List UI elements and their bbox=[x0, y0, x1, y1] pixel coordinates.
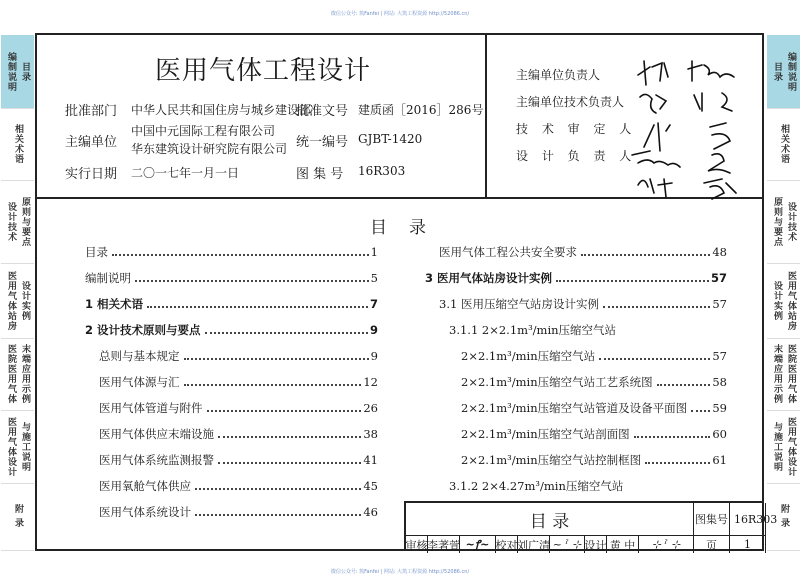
side-tab-label: 原则与要点 bbox=[772, 196, 782, 247]
responsible-4: 设 计 负 责 人 bbox=[516, 149, 637, 163]
side-tab-label: 末端应用示例 bbox=[20, 344, 30, 404]
leader-dots bbox=[603, 306, 710, 308]
leader-dots bbox=[147, 306, 368, 308]
editor-1: 中国中元国际工程有限公司 bbox=[131, 124, 276, 138]
toc-entry[interactable] bbox=[99, 504, 378, 520]
leader-dots bbox=[195, 514, 361, 516]
leader-dots bbox=[218, 462, 361, 464]
approve-dept-label: 批准部门 bbox=[65, 104, 118, 119]
editor-2: 华东建筑设计研究院有限公司 bbox=[131, 142, 288, 156]
reviewer: 李著萱 bbox=[428, 536, 460, 553]
side-tab-label: 医院医用气体 bbox=[786, 344, 796, 404]
toc-entry-page: 9 bbox=[369, 323, 378, 337]
design-label: 设计 bbox=[585, 536, 607, 553]
leader-dots bbox=[634, 436, 711, 438]
side-tab-label: 医用气体设计 bbox=[6, 416, 16, 477]
watermark-top: 微信公众号: 筑Fanfei | 网站: 大筑工程资源 http://52086.cn/ bbox=[330, 11, 470, 17]
leader-dots bbox=[195, 488, 361, 490]
unified-no: GJBT-1420 bbox=[358, 132, 423, 146]
toc-entry-label: 2×2.1m³/min压缩空气站 bbox=[461, 349, 596, 363]
toc-entry[interactable] bbox=[439, 244, 727, 260]
toc-entry-label: 1 相关术语 bbox=[85, 297, 144, 311]
side-tab-label: 原则与要点 bbox=[20, 196, 30, 247]
side-tab-label: 医用气体站房 bbox=[6, 270, 16, 331]
toc-entry-label: 3.1.1 2×2.1m³/min压缩空气站 bbox=[449, 323, 617, 337]
side-tab-right-3[interactable] bbox=[767, 263, 800, 339]
leader-dots bbox=[207, 410, 362, 412]
side-tab-label: 医院医用气体 bbox=[6, 344, 16, 404]
title-block-atlas-label: 图集号 bbox=[694, 503, 730, 536]
toc-entry-label: 编制说明 bbox=[85, 271, 131, 285]
toc-entry[interactable] bbox=[99, 452, 378, 468]
page-number: 1 bbox=[730, 536, 766, 553]
side-tab-label: 医用气体设计 bbox=[786, 416, 796, 477]
side-tab-left-5[interactable] bbox=[1, 410, 34, 484]
date: 二〇一七年一月一日 bbox=[131, 166, 240, 180]
responsible-2: 主编单位技术负责人 bbox=[516, 95, 625, 109]
side-tab-right-4[interactable] bbox=[767, 338, 800, 411]
toc-entry[interactable] bbox=[461, 374, 727, 390]
toc-entry-page: 7 bbox=[369, 297, 378, 311]
toc-entry[interactable] bbox=[99, 348, 378, 364]
toc-entry-label: 3 医用气体站房设计实例 bbox=[425, 271, 553, 285]
toc-entry-page: 45 bbox=[363, 479, 378, 493]
leader-dots bbox=[205, 332, 368, 334]
toc-entry[interactable] bbox=[449, 322, 727, 338]
toc-entry[interactable] bbox=[425, 270, 727, 286]
side-tab-label: 设计实例 bbox=[772, 280, 782, 321]
toc-entry-label: 医用气体供应末端设施 bbox=[99, 427, 214, 441]
toc-entry-page: 12 bbox=[363, 375, 378, 389]
toc-entry[interactable] bbox=[439, 296, 727, 312]
side-tab-left-2[interactable] bbox=[1, 180, 34, 264]
checker-signature: ~ ˀ ⊹ bbox=[550, 536, 585, 553]
responsible-3: 技 术 审 定 人 bbox=[516, 122, 637, 136]
reviewer-signature: ~ꝭ~ bbox=[460, 536, 496, 553]
toc-entry[interactable] bbox=[99, 374, 378, 390]
toc-entry-label: 2×2.1m³/min压缩空气站剖面图 bbox=[461, 427, 630, 441]
editor-label: 主编单位 bbox=[65, 135, 118, 150]
toc-entry-label: 2×2.1m³/min压缩空气站工艺系统图 bbox=[461, 375, 653, 389]
toc-entry-label: 总则与基本规定 bbox=[99, 349, 180, 363]
atlas-no-label: 图 集 号 bbox=[296, 167, 344, 182]
leader-dots bbox=[657, 384, 711, 386]
toc-entry-label: 医用气体系统设计 bbox=[99, 505, 191, 519]
side-tab-right-0[interactable] bbox=[767, 35, 800, 109]
toc-entry-label: 2 设计技术原则与要点 bbox=[85, 323, 201, 337]
toc-entry-label: 医用气体管道与附件 bbox=[99, 401, 203, 415]
toc-entry[interactable] bbox=[461, 400, 727, 416]
approve-no: 建质函［2016］286号 bbox=[358, 103, 484, 117]
toc-entry-label: 医用氧舱气体供应 bbox=[99, 479, 191, 493]
signatures bbox=[630, 55, 770, 200]
toc-entry[interactable] bbox=[85, 244, 378, 260]
side-tab-label: 与施工说明 bbox=[20, 421, 30, 472]
toc-entry-page: 57 bbox=[710, 271, 727, 285]
approve-no-label: 批准文号 bbox=[296, 104, 349, 119]
toc-entry[interactable] bbox=[461, 452, 727, 468]
toc-entry[interactable] bbox=[461, 348, 727, 364]
side-tab-label: 附 录 bbox=[13, 504, 23, 529]
side-tab-label: 设计技术 bbox=[6, 201, 16, 242]
check-label: 校对 bbox=[496, 536, 518, 553]
review-label: 审核 bbox=[406, 536, 428, 553]
side-tab-left-3[interactable] bbox=[1, 263, 34, 339]
atlas-no: 16R303 bbox=[358, 164, 406, 178]
toc-entry-label: 医用气体工程公共安全要求 bbox=[439, 245, 577, 259]
side-tab-label: 附 录 bbox=[779, 504, 789, 529]
side-tab-label: 编制说明 bbox=[786, 51, 796, 92]
toc-entry-label: 目录 bbox=[85, 245, 108, 259]
watermark-bottom: 微信公众号: 筑Fanfei | 网站: 大筑工程资源 http://52086.cn/ bbox=[330, 569, 470, 575]
side-tab-left-1[interactable] bbox=[1, 108, 34, 181]
side-tabs-right bbox=[767, 35, 800, 550]
leader-dots bbox=[184, 384, 362, 386]
responsible-1: 主编单位负责人 bbox=[516, 68, 601, 82]
unified-no-label: 统一编号 bbox=[296, 135, 349, 150]
toc-entry-page: 60 bbox=[712, 427, 727, 441]
leader-dots bbox=[645, 462, 710, 464]
side-tab-right-5[interactable] bbox=[767, 410, 800, 484]
toc-entry-page: 59 bbox=[712, 401, 727, 415]
toc-entry-label: 3.1 医用压缩空气站房设计实例 bbox=[439, 297, 599, 311]
side-tab-right-1[interactable] bbox=[767, 108, 800, 181]
toc-entry[interactable] bbox=[99, 478, 378, 494]
side-tab-label: 与施工说明 bbox=[772, 421, 782, 472]
toc-entry-page: 61 bbox=[712, 453, 727, 467]
toc-entry-page: 48 bbox=[712, 245, 727, 259]
side-tab-label: 相关术语 bbox=[13, 124, 23, 164]
leader-dots bbox=[135, 280, 369, 282]
side-tab-label: 目录 bbox=[772, 61, 782, 82]
leader-dots bbox=[691, 410, 710, 412]
title-block-atlas-no: 16R303 bbox=[730, 503, 766, 536]
toc-entry[interactable] bbox=[461, 426, 727, 442]
leader-dots bbox=[112, 254, 369, 256]
title-block-name: 目 录 bbox=[406, 503, 694, 536]
atlas-title: 医用气体工程设计 bbox=[155, 56, 372, 86]
leader-dots bbox=[184, 358, 369, 360]
toc-entry-page: 5 bbox=[370, 271, 378, 285]
side-tab-label: 设计实例 bbox=[20, 280, 30, 321]
side-tab-label: 医用气体站房 bbox=[786, 270, 796, 331]
toc-entry[interactable] bbox=[85, 270, 378, 286]
page-label: 页 bbox=[694, 536, 730, 553]
side-tab-label: 末端应用示例 bbox=[772, 344, 782, 404]
toc-entry[interactable] bbox=[85, 322, 378, 338]
toc-entry-label: 医用气体系统监测报警 bbox=[99, 453, 214, 467]
side-tabs-left bbox=[1, 35, 34, 550]
side-tab-left-6[interactable] bbox=[1, 483, 34, 551]
side-tab-left-0[interactable] bbox=[1, 35, 34, 109]
header-divider bbox=[485, 33, 487, 199]
toc-entry[interactable] bbox=[449, 478, 727, 494]
leader-dots bbox=[599, 358, 710, 360]
toc-entry-page: 1 bbox=[370, 245, 378, 259]
side-tab-label: 相关术语 bbox=[779, 124, 789, 164]
toc-entry-label: 3.1.2 2×4.27m³/min压缩空气站 bbox=[449, 479, 624, 493]
leader-dots bbox=[581, 254, 710, 256]
designer: 黄 中 bbox=[607, 536, 639, 553]
checker: 刘广清 bbox=[518, 536, 550, 553]
toc-entry-label: 2×2.1m³/min压缩空气站控制框图 bbox=[461, 453, 642, 467]
title-block bbox=[404, 501, 778, 552]
designer-signature: ⊹ ˀ ⊹ bbox=[639, 536, 694, 553]
toc-entry[interactable] bbox=[99, 400, 378, 416]
date-label: 实行日期 bbox=[65, 167, 118, 182]
side-tab-label: 编制说明 bbox=[6, 51, 16, 92]
toc-entry-page: 57 bbox=[712, 297, 727, 311]
toc-entry-page: 38 bbox=[363, 427, 378, 441]
toc-entry[interactable] bbox=[85, 296, 378, 312]
toc-entry-label: 2×2.1m³/min压缩空气站管道及设备平面图 bbox=[461, 401, 688, 415]
side-tab-label: 设计技术 bbox=[786, 201, 796, 242]
side-tab-right-2[interactable] bbox=[767, 180, 800, 264]
approve-dept: 中华人民共和国住房与城乡建设部 bbox=[131, 103, 312, 117]
toc-title: 目录 bbox=[370, 218, 448, 238]
toc-entry-page: 26 bbox=[363, 401, 378, 415]
leader-dots bbox=[218, 436, 361, 438]
toc-entry-page: 57 bbox=[712, 349, 727, 363]
side-tab-label: 目录 bbox=[20, 61, 30, 82]
toc-entry-label: 医用气体源与汇 bbox=[99, 375, 180, 389]
toc-entry-page: 46 bbox=[363, 505, 378, 519]
leader-dots bbox=[556, 280, 709, 282]
side-tab-left-4[interactable] bbox=[1, 338, 34, 411]
toc-entry-page: 41 bbox=[363, 453, 378, 467]
toc-entry-page: 58 bbox=[712, 375, 727, 389]
toc-entry-page: 9 bbox=[370, 349, 378, 363]
toc-entry[interactable] bbox=[99, 426, 378, 442]
